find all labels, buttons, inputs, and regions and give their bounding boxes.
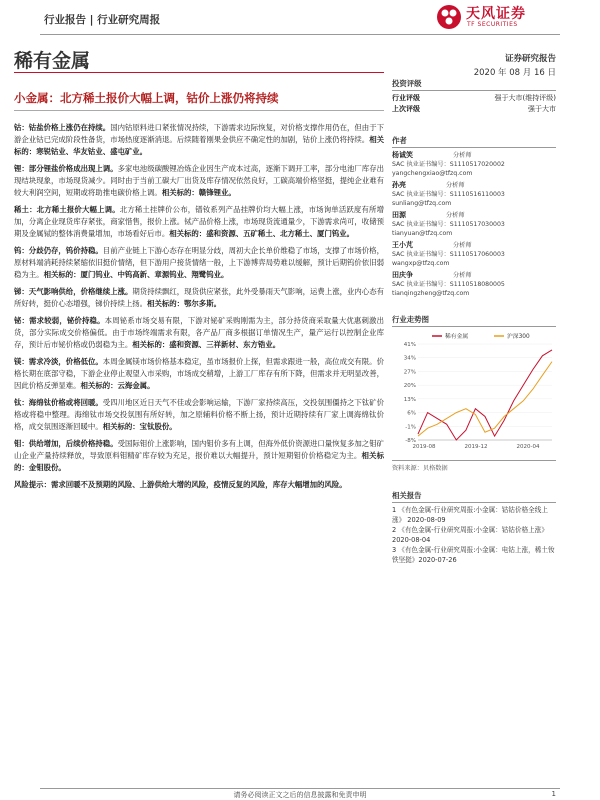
analyst-name: 孙亮 bbox=[392, 181, 406, 189]
paragraph bbox=[14, 204, 384, 240]
paragraph-body: 本周铋系市场交易有限，下游对铋矿采购刚需为主，部分持货商采取量大优惠刺激出货，部分实际成交价格偏低。由于市场终端需求有限，各产品厂商多根据订单情况生产，量产运行以控制企业库存，预计后市铋价格或仍弱稳为主。 bbox=[14, 316, 384, 349]
paragraph-lead: 钼：供给增加，后续价格持稳。 bbox=[14, 439, 118, 448]
rating-header: 投资评级 bbox=[392, 78, 556, 91]
chart-legend-label: 稀有金属 bbox=[445, 334, 469, 340]
paragraph-body: 北方稀土挂牌价公布，镨钕系列产品挂牌价均大幅上涨，市场询单活跃度有所增加，分离企业现货库存紧张，商家惜售，报价上涨。铽产品价格上涨，市场现货流通量少，下游需求尚可，收储预期及金属铽的整体消费量增加，市场看好后市。 bbox=[14, 205, 384, 238]
analyst-role: 分析师 bbox=[446, 212, 465, 219]
page-number: 1 bbox=[551, 790, 556, 798]
paragraph-tag: 相关标的： bbox=[43, 270, 81, 279]
analyst bbox=[392, 211, 556, 238]
paragraph-stocks: 宝钛股份。 bbox=[139, 422, 177, 431]
chart-legend-label: 沪深300 bbox=[507, 334, 530, 340]
analyst-email[interactable]: wangxp@tfzq.com bbox=[392, 260, 450, 267]
logo-en: TF SECURITIES bbox=[467, 21, 518, 28]
paragraph-lead: 稀土：北方稀土报价大幅上调。 bbox=[14, 205, 120, 214]
paragraph-tag: 相关标的： bbox=[14, 135, 384, 156]
paragraph-body: 受四川地区近日天气不佳或会影响运输，下游厂家持续高压，交投氛围僵持之下钛矿价格或将稳中整理。海绵钛市场交投氛围有所好转，加之原辅料价格不断上扬，预计近期持续有厂家上调海绵钛价格，成交氛围逐渐回暖中。 bbox=[14, 398, 384, 431]
analyst-cert: SAC 执业证书编号：S1110517030003 bbox=[392, 221, 505, 228]
paragraph-stocks: 需求回暖不及预期的风险、上游供给大增的风险，疫情反复的风险，库存大幅增加的风险。 bbox=[50, 480, 347, 489]
chart-ytick-label: 41% bbox=[403, 342, 416, 348]
paragraph-tag: 相关标的： bbox=[169, 229, 207, 238]
analyst-role: 分析师 bbox=[453, 152, 472, 159]
sector-title: 稀有金属 bbox=[14, 50, 91, 72]
paragraph-body: 国内钴原料进口紧张情况持续，下游需求边际恢复，对价格支撑作用仍在，但由于下游企业钴已完成阶段性备货，市场热度逐渐消退。后续随着刚果金供应不确定性的加剧，钴价上涨仍将持续。 bbox=[14, 123, 384, 144]
paragraph-tag: 相关标的： bbox=[80, 381, 118, 390]
related-report[interactable]: 1 《有色金属-行业研究周报:小金属：钴钴价格全线上涨》 2020-08-09 bbox=[392, 506, 548, 524]
doc-date: 2020 年 08 月 16 日 bbox=[473, 68, 556, 78]
paragraph-stocks: 金钼股份。 bbox=[28, 463, 66, 472]
paragraph-lead: 铋：需求较弱，铋价持稳。 bbox=[14, 316, 105, 325]
chart-xtick-label: 2019-08 bbox=[412, 444, 436, 450]
analyst-email[interactable]: tianyuan@tfzq.com bbox=[392, 230, 453, 237]
sector-divider bbox=[14, 72, 384, 73]
report-title: 小金属：北方稀土报价大幅上调，钴价上涨仍将持续 bbox=[14, 91, 279, 105]
paragraph bbox=[14, 245, 384, 281]
analyst-name: 杨诚笑 bbox=[392, 151, 413, 159]
chart-ytick-label: 13% bbox=[403, 396, 416, 403]
paragraph-tag: 相关标的： bbox=[102, 422, 140, 431]
chart-xtick-label: 2019-12 bbox=[464, 444, 488, 450]
chart-xtick-label: 2020-04 bbox=[516, 444, 540, 450]
paragraph bbox=[14, 397, 384, 433]
related-report[interactable]: 3 《有色金属-行业研究周报:小金属：电钴上涨，稀土钕铁坚挺》2020-07-26 bbox=[392, 546, 555, 564]
logo bbox=[436, 2, 556, 32]
related-report[interactable]: 2 《有色金属-行业研究周报:小金属：钴钴价格上涨》 2020-08-04 bbox=[392, 526, 548, 544]
analyst-cert: SAC 执业证书编号：S1110518080005 bbox=[392, 281, 505, 288]
analyst-cert: SAC 执业证书编号：S1110516110003 bbox=[392, 191, 505, 198]
paragraph bbox=[14, 479, 384, 491]
paragraph-stocks: 鄂尔多斯。 bbox=[184, 299, 221, 308]
analyst-email[interactable]: tianqingzheng@tfzq.com bbox=[392, 290, 470, 297]
chart-ytick-label: -1% bbox=[405, 424, 416, 431]
author-header: 作者 bbox=[392, 135, 556, 148]
paragraph-stocks: 厦门钨业、中钨高新、章源钨业、翔鹭钨业。 bbox=[80, 270, 229, 279]
analyst bbox=[392, 151, 556, 178]
paragraph bbox=[14, 356, 384, 392]
analyst-role: 分析师 bbox=[446, 182, 465, 189]
paragraph bbox=[14, 286, 384, 310]
paragraph-tag: 相关标的： bbox=[132, 340, 170, 349]
trend-chart bbox=[392, 330, 556, 458]
paragraph-body: 期货持续飘红，现货供应紧张，此外受暴雨天气影响，运费上涨，业内心态有所好转，挺价心态增强，锑价持续上扬。 bbox=[14, 287, 384, 308]
paragraph-stocks: 寒锐钴业、华友钴业、盛屯矿业。 bbox=[36, 147, 148, 156]
chart-ytick-label: 6% bbox=[407, 410, 416, 417]
footer-disclaimer: 请务必阅读正文之后的信息披露和免责申明 bbox=[233, 791, 367, 799]
rating-row bbox=[392, 104, 556, 115]
rating-value: 强于大市 bbox=[528, 105, 556, 113]
analyst bbox=[392, 271, 556, 298]
paragraph bbox=[14, 122, 384, 158]
related-header: 相关报告 bbox=[392, 490, 556, 503]
paragraph bbox=[14, 438, 384, 474]
paragraph-tag: 相关标的： bbox=[147, 299, 185, 308]
paragraph-lead: 锂：部分锂盐价格成出现上调。 bbox=[14, 164, 118, 173]
paragraph-body: 受国际钼价上涨影响，国内钼价多有上调，但海外低价资源进口量恢复多加之钼矿山企业产量持续释放，导致原料钼精矿库存较为充足，报价难以大幅提升，预计短期钼价价格稳定为主。 bbox=[14, 439, 384, 460]
analyst-cert: SAC 执业证书编号：S1110517060003 bbox=[392, 251, 505, 258]
paragraph-stocks: 赣锋锂业。 bbox=[198, 188, 236, 197]
paragraph-lead: 锑：天气影响供给，价格继续上涨。 bbox=[14, 287, 133, 296]
paragraph-body: 多家电池级碳酸锂冶炼企业因生产成本过高，逐渐下调开工率，部分电池厂库存出现结块现象，市场现货减少。同时由于当前工碳大厂出货及库存情况依然良好，工碳高端价格坚挺，提纯企业难有较大利润空间，短期或将助推电碳价格上调。 bbox=[14, 164, 384, 197]
trend-header: 行业走势图 bbox=[392, 314, 556, 327]
paragraph-tag: 相关标的： bbox=[14, 451, 384, 472]
paragraph-lead: 镁：需求冷淡，价格低位。 bbox=[14, 357, 103, 366]
analyst-email[interactable]: yangchengxiao@tfzq.com bbox=[392, 170, 473, 177]
title-divider bbox=[14, 110, 384, 111]
rating-value: 强于大市(维持评级) bbox=[494, 94, 556, 102]
chart-source: 资料来源：贝格数据 bbox=[392, 460, 556, 472]
rating-key: 行业评级 bbox=[392, 94, 420, 102]
trend-chart-svg bbox=[392, 330, 556, 458]
paragraph-lead: 钴：钴盐价格上涨仍在持续。 bbox=[14, 123, 111, 132]
paragraph-lead: 钨：分歧仍存，钨价持稳。 bbox=[14, 246, 103, 255]
rating-key: 上次评级 bbox=[392, 105, 420, 113]
logo-mark-icon bbox=[436, 4, 462, 30]
header-category: 行业报告 | 行业研究周报 bbox=[44, 14, 161, 26]
analyst-cert: SAC 执业证书编号：S1110517020002 bbox=[392, 161, 505, 168]
sidebar bbox=[392, 78, 556, 565]
paragraph-body: 目前产业链上下游心态存在明显分歧，周初大企长单价维稳了市场，支撑了市场价格，原材料端消耗持续紧缩依旧挺价情绪，但下游用户接货情绪一般，上下游博弈局势难以缓解，预计后期钨价依旧弱稳为主。 bbox=[14, 246, 384, 279]
footer-divider bbox=[40, 788, 560, 789]
analyst-role: 分析师 bbox=[453, 242, 472, 249]
doc-type: 证券研究报告 bbox=[504, 54, 556, 64]
paragraph-stocks: 盛和资源、三祥新材、东方锆业。 bbox=[169, 340, 281, 349]
chart-ytick-label: 20% bbox=[403, 383, 416, 390]
analyst bbox=[392, 181, 556, 208]
main-body bbox=[14, 122, 384, 496]
analyst-name: 田源 bbox=[392, 211, 406, 219]
analyst bbox=[392, 241, 556, 268]
chart-ytick-label: 27% bbox=[403, 369, 416, 376]
analyst-name: 田庆争 bbox=[392, 271, 413, 279]
paragraph-lead: 风险提示： bbox=[14, 480, 51, 489]
chart-ytick-label: 34% bbox=[403, 355, 416, 362]
analyst-role: 分析师 bbox=[453, 272, 472, 279]
analyst-email[interactable]: sunliang@tfzq.com bbox=[392, 200, 452, 207]
paragraph-stocks: 盛和资源、五矿稀土、北方稀土、厦门钨业。 bbox=[206, 229, 355, 238]
paragraph bbox=[14, 163, 384, 199]
paragraph-body: 本周金属镁市场价格基本稳定，虽市场报价上探，但需求跟进一般，高位成交有限。价格长期在底部守稳，下游企业停止观望入市采购，市场成交稍增，上游工厂库存有所下降，但需求并无明显改善，因此价格反弹显难。 bbox=[14, 357, 384, 390]
chart-ytick-label: -8% bbox=[405, 438, 416, 444]
paragraph-tag: 相关标的： bbox=[161, 188, 199, 197]
paragraph-stocks: 云海金属。 bbox=[117, 381, 155, 390]
paragraph bbox=[14, 315, 384, 351]
logo-cn: 天风证券 bbox=[466, 6, 526, 22]
header-divider bbox=[40, 34, 560, 35]
rating-row bbox=[392, 93, 556, 104]
analyst-name: 王小芃 bbox=[392, 241, 413, 249]
paragraph-lead: 钛：海绵钛价格或将回暖。 bbox=[14, 398, 103, 407]
